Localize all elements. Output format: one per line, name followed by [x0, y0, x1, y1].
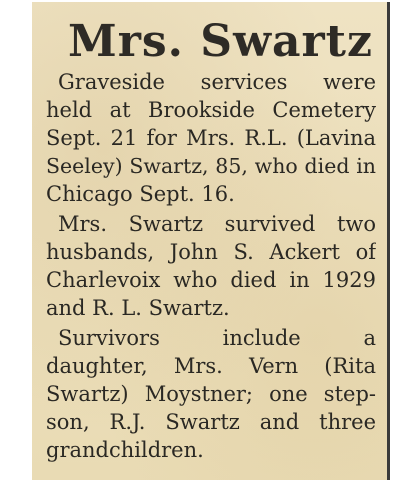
- body-line: Swartz) Moystner; one step-: [46, 382, 376, 406]
- body-line: Seeley) Swartz, 85, who died in: [46, 154, 376, 178]
- body-line: Sept. 21 for Mrs. R.L. (Lavina: [46, 126, 376, 150]
- body-line: Mrs. Swartz survived two: [58, 212, 376, 236]
- body-line: Charlevoix who died in 1929: [46, 268, 376, 292]
- body-line: and R. L. Swartz.: [46, 296, 230, 320]
- body-line: daughter, Mrs. Vern (Rita: [46, 354, 376, 378]
- newspaper-clipping: [32, 2, 390, 480]
- body-line: Survivors include a: [58, 326, 376, 350]
- body-line: son, R.J. Swartz and three: [46, 410, 376, 434]
- body-line: Chicago Sept. 16.: [46, 182, 235, 206]
- body-line: grandchildren.: [46, 438, 204, 462]
- body-line: held at Brookside Cemetery: [46, 98, 376, 122]
- body-line: husbands, John S. Ackert of: [46, 240, 376, 264]
- headline: Mrs. Swartz: [68, 16, 373, 67]
- body-line: Graveside services were: [58, 70, 376, 94]
